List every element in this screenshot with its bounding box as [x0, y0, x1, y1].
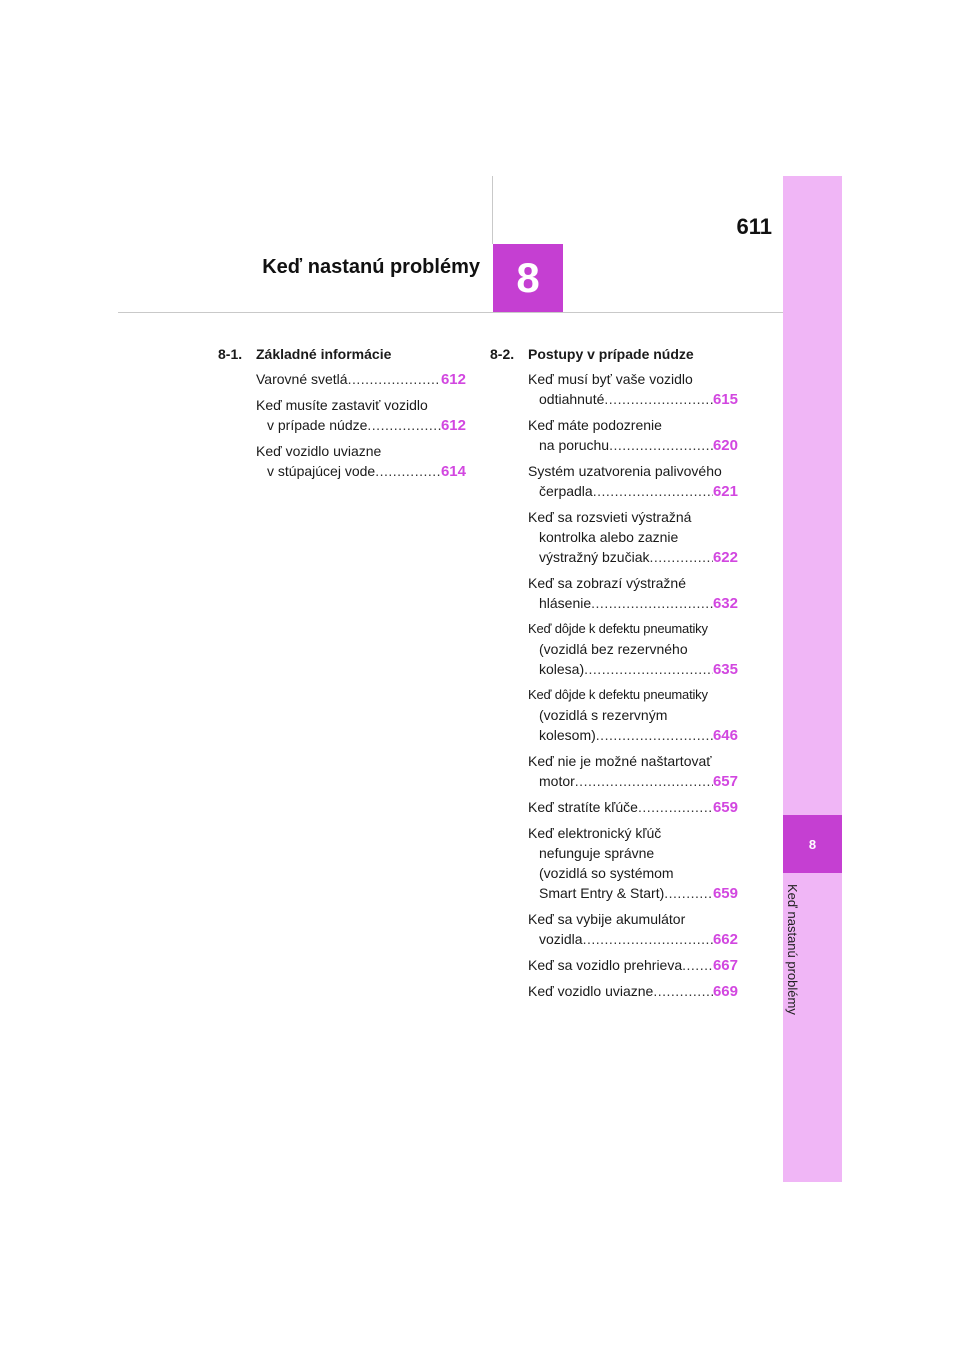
- dot-leader: [638, 797, 713, 817]
- toc-page-link[interactable]: 669: [712, 983, 738, 1000]
- toc-entry-text: kontrolka alebo zaznie: [539, 529, 679, 545]
- toc-entry-text: v prípade núdze: [267, 417, 368, 433]
- toc-entry[interactable]: [490, 823, 738, 904]
- page-number: 611: [736, 214, 772, 239]
- toc-entry[interactable]: [490, 909, 738, 950]
- dot-leader: [649, 547, 712, 567]
- toc-section-number: 8-1.: [218, 346, 243, 362]
- toc-entry-text: Keď dôjde k defektu pneumatiky: [528, 687, 708, 702]
- toc-entry-text: Keď elektronický kľúč: [528, 825, 662, 841]
- toc-entry-text: Keď dôjde k defektu pneumatiky: [528, 621, 708, 636]
- toc-entry-text: Keď vozidlo uviazne: [256, 443, 382, 459]
- dot-leader: [609, 435, 713, 455]
- dot-leader: [682, 955, 713, 975]
- toc-entry-text: Keď sa vozidlo prehrieva: [528, 957, 683, 973]
- toc-page-link[interactable]: 659: [712, 885, 738, 902]
- toc-page-link[interactable]: 612: [440, 371, 466, 388]
- header-divider-vertical: [492, 176, 493, 244]
- dot-leader: [583, 929, 713, 949]
- toc-entry-text: Keď stratíte kľúče: [528, 799, 638, 815]
- toc-page-link[interactable]: 662: [712, 931, 738, 948]
- toc-section-number: 8-2.: [490, 346, 515, 362]
- dot-leader: [653, 981, 713, 1001]
- toc-page-link[interactable]: 657: [712, 773, 738, 790]
- toc-entry-text: v stúpajúcej vode: [267, 463, 376, 479]
- toc-entry-text: (vozidlá so systémom: [539, 865, 674, 881]
- toc-entry-text: na poruchu: [539, 437, 610, 453]
- toc-entry-text: Keď máte podozrenie: [528, 417, 662, 433]
- toc-page-link[interactable]: 632: [712, 595, 738, 612]
- toc-section-heading: [218, 344, 466, 364]
- toc-entry-text: kolesa): [539, 661, 585, 677]
- toc-entry[interactable]: [490, 415, 738, 456]
- dot-leader: [596, 725, 713, 745]
- dot-leader: [664, 883, 713, 903]
- toc-entry[interactable]: [218, 369, 466, 390]
- toc-entry[interactable]: [490, 955, 738, 976]
- toc-page-link[interactable]: 614: [440, 463, 466, 480]
- toc-entry-text: hlásenie: [539, 595, 592, 611]
- header-divider-horizontal: [118, 312, 783, 313]
- toc-entry-text: Keď nie je možné naštartovať: [528, 753, 712, 769]
- toc-page-link[interactable]: 620: [712, 437, 738, 454]
- toc-entry[interactable]: [490, 619, 738, 680]
- dot-leader: [575, 771, 713, 791]
- dot-leader: [375, 461, 441, 481]
- toc-page-link[interactable]: 659: [712, 799, 738, 816]
- chapter-title: Keď nastanú problémy: [262, 256, 480, 278]
- chapter-number: 8: [493, 244, 563, 312]
- toc-entry-text: vozidla: [539, 931, 583, 947]
- toc-entry[interactable]: [490, 981, 738, 1002]
- toc-entry[interactable]: [218, 395, 466, 436]
- toc-entry-text: Systém uzatvorenia palivového: [528, 463, 722, 479]
- toc-entry-text: Keď sa zobrazí výstražné: [528, 575, 687, 591]
- toc-section-title: Postupy v prípade núdze: [528, 346, 694, 362]
- toc-entry-text: (vozidlá s rezervným: [539, 707, 668, 723]
- toc-entry-text: odtiahnuté: [539, 391, 605, 407]
- toc-entry-text: výstražný bzučiak: [539, 549, 650, 565]
- toc-entry[interactable]: [490, 369, 738, 410]
- toc-entry-text: Varovné svetlá: [256, 371, 348, 387]
- toc-column-right: [490, 344, 738, 1007]
- side-tab-number: 8: [783, 815, 842, 873]
- toc-entry[interactable]: [490, 573, 738, 614]
- toc-entry-text: kolesom): [539, 727, 596, 743]
- toc-entry-text: Keď musí byť vaše vozidlo: [528, 371, 693, 387]
- toc-entry-text: nefunguje správne: [539, 845, 655, 861]
- toc-entry[interactable]: [490, 751, 738, 792]
- dot-leader: [591, 593, 713, 613]
- dot-leader: [348, 369, 441, 389]
- toc-entry[interactable]: [490, 797, 738, 818]
- toc-page-link[interactable]: 612: [440, 417, 466, 434]
- toc-page-link[interactable]: 615: [712, 391, 738, 408]
- toc-entry[interactable]: [218, 441, 466, 482]
- toc-entry-text: Smart Entry & Start): [539, 885, 665, 901]
- toc-entry[interactable]: [490, 507, 738, 568]
- side-tab-label: Keď nastanú problémy: [785, 884, 800, 1015]
- toc-entry-text: motor: [539, 773, 575, 789]
- toc-page-link[interactable]: 635: [712, 661, 738, 678]
- dot-leader: [584, 659, 713, 679]
- dot-leader: [593, 481, 713, 501]
- toc-entry[interactable]: [490, 461, 738, 502]
- side-tab-label-wrap: [784, 884, 804, 1044]
- toc-page-link[interactable]: 622: [712, 549, 738, 566]
- toc-page-link[interactable]: 621: [712, 483, 738, 500]
- toc-page-link[interactable]: 667: [712, 957, 738, 974]
- toc-section-title: Základné informácie: [256, 346, 392, 362]
- toc-section-heading: [490, 344, 738, 364]
- toc-column-left: [218, 344, 466, 487]
- toc-entry-text: čerpadla: [539, 483, 593, 499]
- toc-entry-text: Keď sa vybije akumulátor: [528, 911, 686, 927]
- dot-leader: [367, 415, 441, 435]
- toc-entry-text: (vozidlá bez rezervného: [539, 641, 688, 657]
- toc-entry-text: Keď musíte zastaviť vozidlo: [256, 397, 428, 413]
- toc-entry-text: Keď sa rozsvieti výstražná: [528, 509, 692, 525]
- toc-entry-text: Keď vozidlo uviazne: [528, 983, 654, 999]
- dot-leader: [604, 389, 713, 409]
- toc-page-link[interactable]: 646: [712, 727, 738, 744]
- toc-entry[interactable]: [490, 685, 738, 746]
